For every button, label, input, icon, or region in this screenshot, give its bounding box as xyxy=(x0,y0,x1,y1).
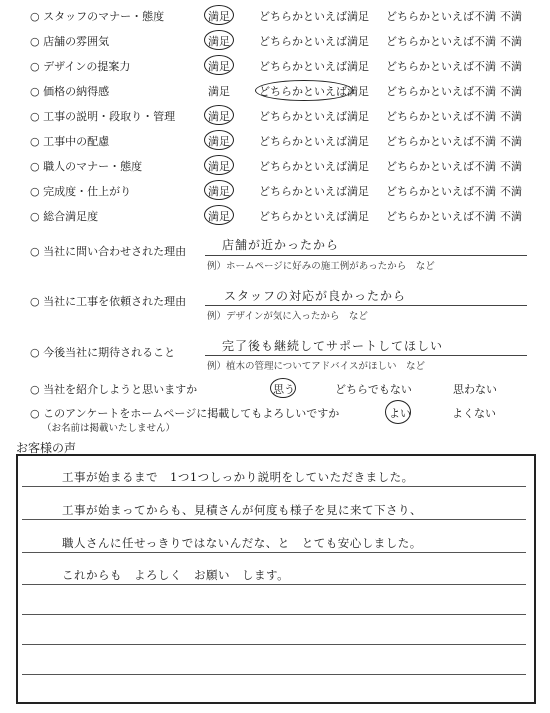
option-satisfied[interactable]: 満足 xyxy=(208,110,230,123)
answer-underline xyxy=(205,305,527,306)
writing-line xyxy=(22,644,526,645)
rating-row xyxy=(0,155,550,177)
option-neutral[interactable]: どちらでもない xyxy=(335,383,412,396)
selection-circle xyxy=(270,378,296,398)
publish-note: （お名前は掲載いたしません） xyxy=(42,423,176,434)
writing-line xyxy=(22,584,526,585)
option-somewhat-satisfied[interactable]: どちらかといえば満足 xyxy=(259,60,369,73)
answer-underline xyxy=(205,255,527,256)
option-dissatisfied[interactable]: 不満 xyxy=(500,10,522,23)
option-satisfied[interactable]: 満足 xyxy=(208,10,230,23)
question-label: ○ デザインの提案力 xyxy=(30,60,131,73)
option-dissatisfied[interactable]: 不満 xyxy=(500,160,522,173)
question-label: ○ 今後当社に期待されること xyxy=(30,346,176,359)
rating-row xyxy=(0,205,550,227)
selection-circle xyxy=(385,400,411,424)
selection-circle xyxy=(204,130,234,150)
voice-title: お客様の声 xyxy=(16,441,77,455)
selection-circle xyxy=(204,180,234,200)
question-label: ○ 工事中の配慮 xyxy=(30,135,110,148)
option-somewhat-dissatisfied[interactable]: どちらかといえば不満 xyxy=(386,135,496,148)
question-label: ○ 総合満足度 xyxy=(30,210,99,223)
selection-circle xyxy=(204,55,234,75)
example-text: 例）デザインが気に入ったから など xyxy=(207,311,368,322)
writing-line xyxy=(22,614,526,615)
option-no[interactable]: 思わない xyxy=(453,383,497,396)
question-label: ○ 職人のマナー・態度 xyxy=(30,160,143,173)
question-label: ○ 当社に工事を依頼された理由 xyxy=(30,295,187,308)
option-satisfied[interactable]: 満足 xyxy=(208,35,230,48)
option-dissatisfied[interactable]: 不満 xyxy=(500,85,522,98)
option-satisfied[interactable]: 満足 xyxy=(208,210,230,223)
question-label: ○ 当社に問い合わせされた理由 xyxy=(30,245,187,258)
rating-row xyxy=(0,180,550,202)
handwritten-answer[interactable]: 店舗が近かったから xyxy=(222,238,340,252)
option-dissatisfied[interactable]: 不満 xyxy=(500,185,522,198)
option-somewhat-satisfied[interactable]: どちらかといえば満足 xyxy=(259,110,369,123)
question-label: ○ 工事の説明・段取り・管理 xyxy=(30,110,176,123)
option-satisfied[interactable]: 満足 xyxy=(208,85,230,98)
selection-circle xyxy=(204,205,234,225)
option-dissatisfied[interactable]: 不満 xyxy=(500,210,522,223)
voice-line-text: これからも よろしく お願い します。 xyxy=(62,568,290,582)
rating-row xyxy=(0,105,550,127)
question-label: ○ スタッフのマナー・態度 xyxy=(30,10,165,23)
option-ok[interactable]: よい xyxy=(389,407,411,420)
voice-line-text: 職人さんに任せっきりではないんだな、と とても安心しました。 xyxy=(62,536,422,550)
option-satisfied[interactable]: 満足 xyxy=(208,185,230,198)
option-somewhat-dissatisfied[interactable]: どちらかといえば不満 xyxy=(386,185,496,198)
option-somewhat-satisfied[interactable]: どちらかといえば満足 xyxy=(259,35,369,48)
rating-row xyxy=(0,130,550,152)
rating-row xyxy=(0,30,550,52)
option-satisfied[interactable]: 満足 xyxy=(208,160,230,173)
example-text: 例）ホームページに好みの施工例があったから など xyxy=(207,261,435,272)
question-label: ○ 完成度・仕上がり xyxy=(30,185,132,198)
option-somewhat-satisfied[interactable]: どちらかといえば満足 xyxy=(259,160,369,173)
selection-circle xyxy=(204,5,234,25)
selection-circle xyxy=(204,105,234,125)
writing-line xyxy=(22,486,526,487)
voice-line-text: 工事が始まってからも、見積さんが何度も様子を見に来て下さり、 xyxy=(62,503,422,517)
writing-line xyxy=(22,674,526,675)
question-label: ○ このアンケートをホームページに掲載してもよろしいですか xyxy=(30,407,340,420)
selection-circle xyxy=(255,80,353,101)
option-not-ok[interactable]: よくない xyxy=(452,407,496,420)
option-somewhat-satisfied[interactable]: どちらかといえば満足 xyxy=(259,210,369,223)
option-dissatisfied[interactable]: 不満 xyxy=(500,135,522,148)
option-somewhat-satisfied[interactable]: どちらかといえば満足 xyxy=(259,185,369,198)
option-somewhat-dissatisfied[interactable]: どちらかといえば不満 xyxy=(386,210,496,223)
answer-underline xyxy=(205,355,527,356)
selection-circle xyxy=(204,155,234,175)
handwritten-answer[interactable]: 完了後も継続してサポートしてほしい xyxy=(222,339,444,353)
option-somewhat-dissatisfied[interactable]: どちらかといえば不満 xyxy=(386,160,496,173)
option-somewhat-dissatisfied[interactable]: どちらかといえば不満 xyxy=(386,110,496,123)
option-dissatisfied[interactable]: 不満 xyxy=(500,110,522,123)
option-somewhat-dissatisfied[interactable]: どちらかといえば不満 xyxy=(386,10,496,23)
example-text: 例）植木の管理についてアドバイスがほしい など xyxy=(207,361,426,372)
rating-row xyxy=(0,5,550,27)
option-satisfied[interactable]: 満足 xyxy=(208,60,230,73)
option-somewhat-dissatisfied[interactable]: どちらかといえば不満 xyxy=(386,60,496,73)
selection-circle xyxy=(204,30,234,50)
question-label: ○ 価格の納得感 xyxy=(30,85,110,98)
option-yes[interactable]: 思う xyxy=(273,383,295,396)
question-label: ○ 当社を紹介しようと思いますか xyxy=(30,383,198,396)
option-somewhat-satisfied[interactable]: どちらかといえば満足 xyxy=(259,85,369,98)
option-somewhat-dissatisfied[interactable]: どちらかといえば不満 xyxy=(386,35,496,48)
question-label: ○ 店舗の雰囲気 xyxy=(30,35,110,48)
option-satisfied[interactable]: 満足 xyxy=(208,135,230,148)
rating-row xyxy=(0,55,550,77)
option-dissatisfied[interactable]: 不満 xyxy=(500,60,522,73)
writing-line xyxy=(22,519,526,520)
option-dissatisfied[interactable]: 不満 xyxy=(500,35,522,48)
option-somewhat-dissatisfied[interactable]: どちらかといえば不満 xyxy=(386,85,496,98)
option-somewhat-satisfied[interactable]: どちらかといえば満足 xyxy=(259,135,369,148)
voice-line-text: 工事が始まるまで 1つ1つしっかり説明をしていただきました。 xyxy=(62,470,414,484)
handwritten-answer[interactable]: スタッフの対応が良かったから xyxy=(224,289,407,303)
option-somewhat-satisfied[interactable]: どちらかといえば満足 xyxy=(259,10,369,23)
writing-line xyxy=(22,552,526,553)
